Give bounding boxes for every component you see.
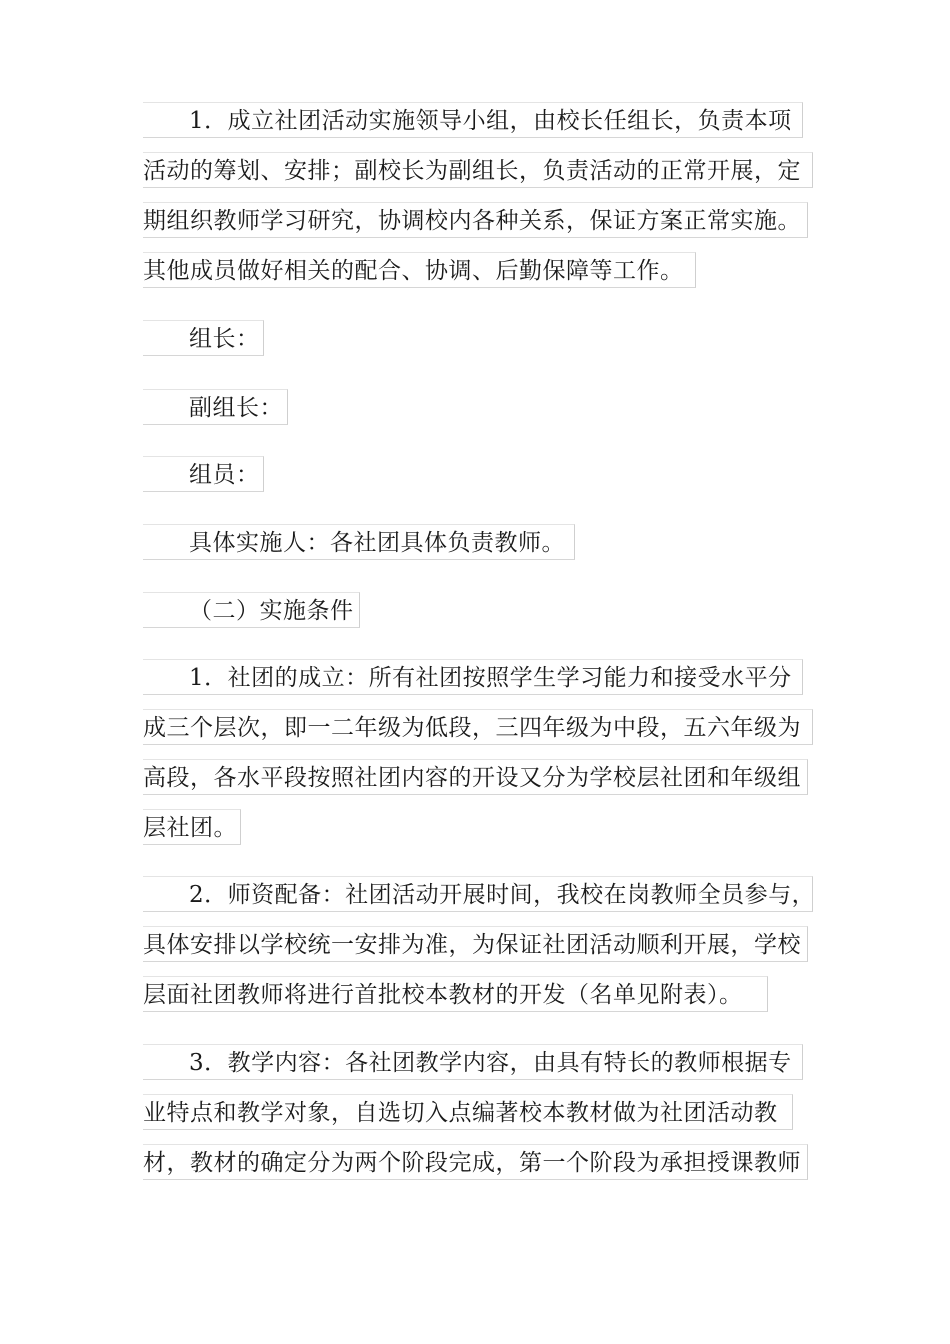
text-line: 层面社团教师将进行首批校本教材的开发（名单见附表）。 [143, 976, 768, 1012]
text-line: 1．成立社团活动实施领导小组，由校长任组长，负责本项 [143, 102, 803, 138]
text-line: 3．教学内容：各社团教学内容，由具有特长的教师根据专 [143, 1044, 803, 1080]
text-line: 具体实施人：各社团具体负责教师。 [143, 524, 575, 560]
text-line: 2．师资配备：社团活动开展时间，我校在岗教师全员参与， [143, 876, 813, 912]
text-line: 业特点和教学对象，自选切入点编著校本教材做为社团活动教 [143, 1094, 793, 1130]
text-line: 成三个层次，即一二年级为低段，三四年级为中段，五六年级为 [143, 709, 813, 745]
text-line: 组员： [143, 456, 264, 492]
section-heading: （二）实施条件 [143, 592, 360, 628]
text-line: 具体安排以学校统一安排为准，为保证社团活动顺利开展，学校 [143, 926, 808, 962]
text-line: 组长： [143, 320, 264, 356]
text-line: 层社团。 [143, 809, 241, 845]
text-line: 1．社团的成立：所有社团按照学生学习能力和接受水平分 [143, 659, 803, 695]
text-line: 期组织教师学习研究，协调校内各种关系，保证方案正常实施。 [143, 202, 808, 238]
text-line: 高段，各水平段按照社团内容的开设又分为学校层社团和年级组 [143, 759, 808, 795]
text-line: 其他成员做好相关的配合、协调、后勤保障等工作。 [143, 252, 696, 288]
text-line: 活动的筹划、安排；副校长为副组长，负责活动的正常开展，定 [143, 152, 813, 188]
text-line: 副组长： [143, 389, 288, 425]
text-line: 材，教材的确定分为两个阶段完成，第一个阶段为承担授课教师 [143, 1144, 808, 1180]
